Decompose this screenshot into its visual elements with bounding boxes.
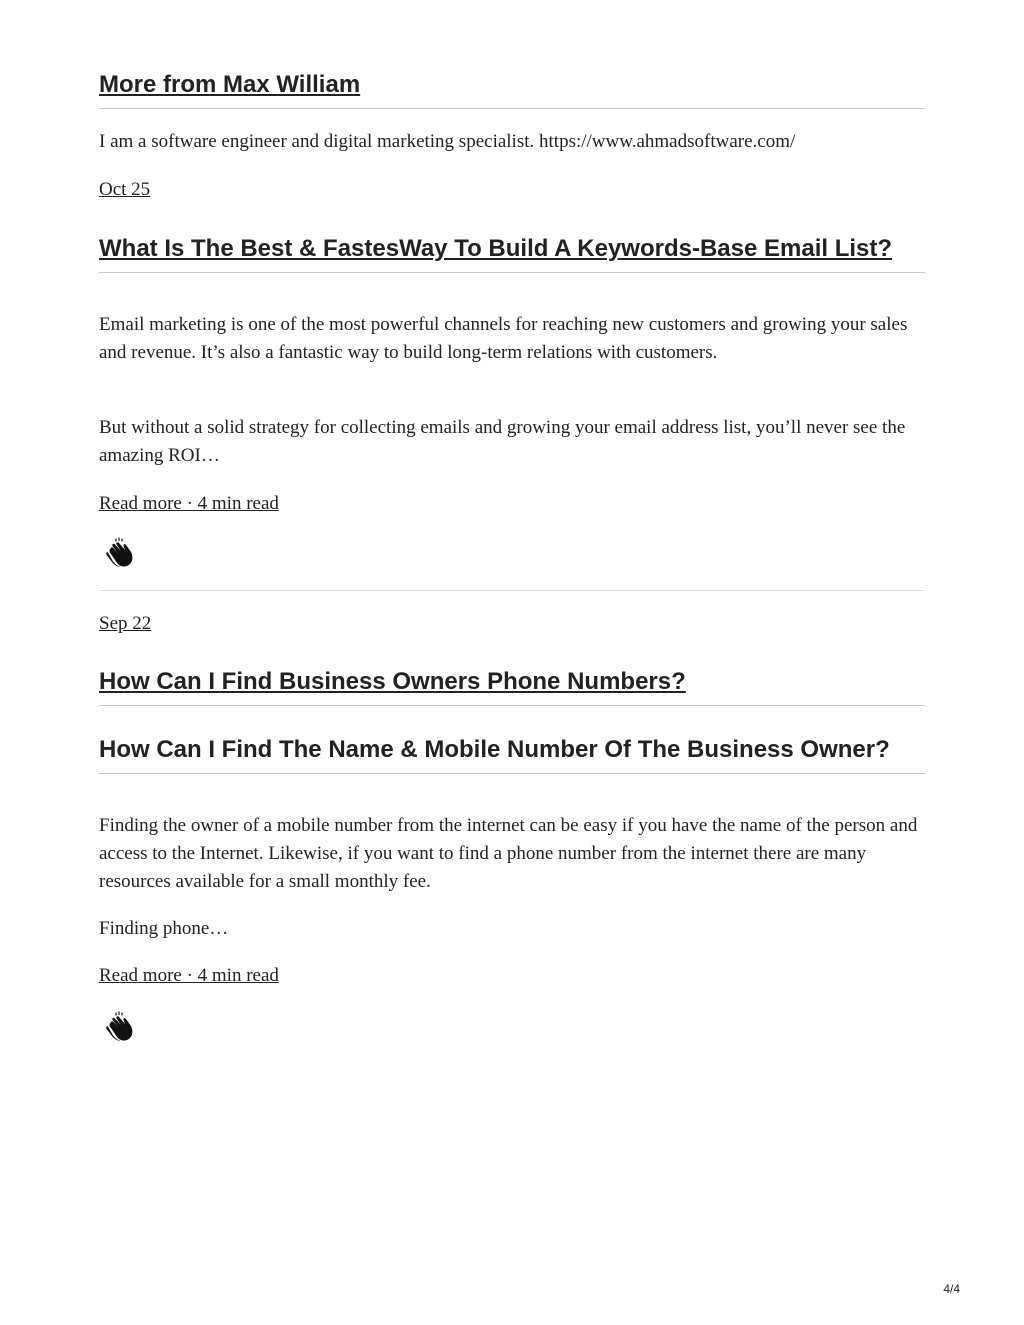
post-excerpt: Email marketing is one of the most powerful channels for reaching new customers and growing your sales and revenue. It’s also a fantastic way to build long-term relations with customers.	[99, 314, 908, 363]
post-title-block	[99, 234, 925, 273]
post-title-block	[99, 667, 925, 706]
read-more-link[interactable]: Read more · 4 min read	[99, 493, 279, 514]
section-title-link[interactable]: More from Max William	[99, 71, 361, 98]
post-subtitle: How Can I Find The Name & Mobile Number Of The Business Owner?	[99, 735, 925, 774]
clap-icon	[101, 1010, 137, 1046]
section-header	[99, 70, 925, 109]
post-title-link[interactable]: How Can I Find Business Owners Phone Numbers?	[99, 668, 686, 695]
clap-button[interactable]	[101, 1010, 137, 1046]
post-divider	[99, 590, 925, 591]
post-excerpt: But without a solid strategy for collecting emails and growing your email address list, you’ll never see the amazing ROI…	[99, 417, 906, 466]
post-date[interactable]: Sep 22	[99, 613, 152, 634]
author-bio: I am a software engineer and digital marketing specialist. https://www.ahmadsoftware.com/	[99, 131, 796, 152]
post-subtitle-block	[99, 735, 925, 774]
post-date[interactable]: Oct 25	[99, 179, 151, 200]
clap-button[interactable]	[101, 536, 137, 572]
post-excerpt: Finding the owner of a mobile number from the internet can be easy if you have the name of the person and access to the Internet. Likewise, if you want to find a phone number from the internet there are many resources available for a small monthly fee.	[99, 815, 918, 892]
post-excerpt: Finding phone…	[99, 918, 229, 939]
section-title[interactable]	[99, 70, 925, 109]
read-more-link[interactable]: Read more · 4 min read	[99, 965, 279, 986]
page-number: 4/4	[943, 1282, 960, 1296]
clap-icon	[101, 536, 137, 572]
post-title[interactable]	[99, 234, 925, 273]
post-title-link[interactable]: What Is The Best & FastesWay To Build A Keywords-Base Email List?	[99, 235, 893, 262]
post-title[interactable]	[99, 667, 925, 706]
